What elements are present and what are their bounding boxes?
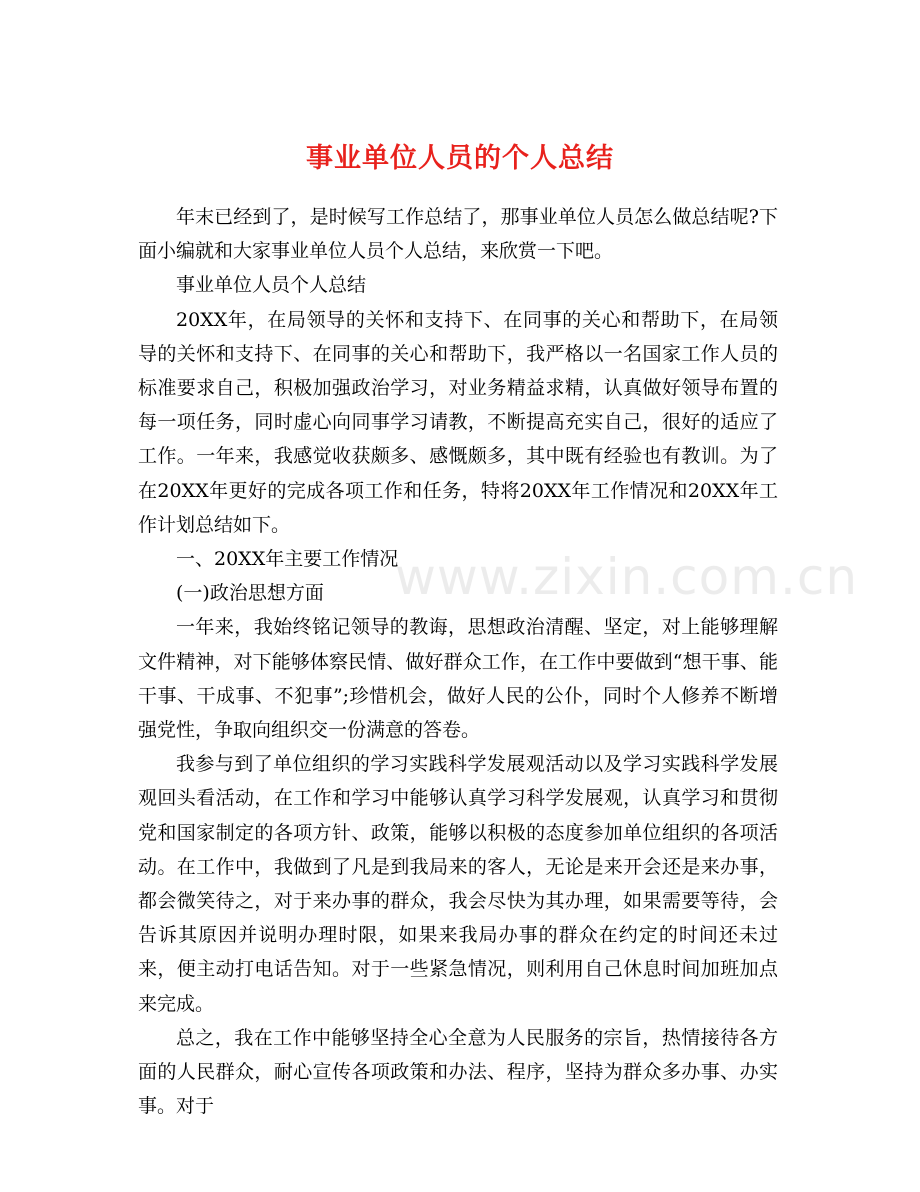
section-heading-main-work: 一、20XX年主要工作情况: [176, 548, 399, 571]
paragraph-subtitle: 事业单位人员个人总结: [176, 274, 367, 297]
paragraph-study-activities: 我参与到了单位组织的学习实践科学发展观活动以及学习实践科学发展观回头看活动，在工作和学习中能够认真学习科学发展观，认真学习和贯彻党和国家制定的各项方针、政策，能够以积极的态度参加单位组织的各项活动。在工作中，我做到了凡是到我局来的客人，无论是来开会还是来办事，都会微笑待之，对于来办事的群众，我会尽快为其办理，如果需要等待，会告诉其原因并说明办理时限，如果来我局办事的群众在约定的时间还未过来，便主动打电话告知。对于一些紧急情况，则利用自己休息时间加班加点来完成。: [138, 753, 778, 1015]
subsection-heading-political: (一)政治思想方面: [176, 582, 324, 605]
paragraph-overview: 20XX年，在局领导的关怀和支持下、在同事的关心和帮助下，在局领导的关怀和支持下、在同事的关心和帮助下，我严格以一名国家工作人员的标准要求自己，积极加强政治学习，对业务精益求精，认真做好领导布置的每一项任务，同时虚心向同事学习请教，不断提高充实自己，很好的适应了工作。一年来，我感觉收获颇多、感慨颇多，其中既有经验也有教训。为了在20XX年更好的完成各项工作和任务，特将20XX年工作情况和20XX年工作计划总结如下。: [138, 308, 778, 536]
paragraph-summary: 总之，我在工作中能够坚持全心全意为人民服务的宗旨，热情接待各方面的人民群众，耐心宣传各项政策和办法、程序，坚持为群众多办事、办实事。对于: [138, 1026, 778, 1118]
watermark: www.zixin.com.cn: [395, 548, 859, 606]
paragraph-political-thought: 一年来，我始终铭记领导的教诲，思想政治清醒、坚定，对上能够理解文件精神，对下能够体察民情、做好群众工作，在工作中要做到“想干事、能干事、干成事、不犯事”;珍惜机会，做好人民的公仆，同时个人修养不断增强党性，争取向组织交一份满意的答卷。: [138, 616, 778, 742]
paragraph-intro: 年末已经到了，是时候写工作总结了，那事业单位人员怎么做总结呢?下面小编就和大家事业单位人员个人总结，来欣赏一下吧。: [138, 206, 778, 263]
document-title: 事业单位人员的个人总结: [306, 143, 614, 175]
document-body: [138, 200, 778, 1123]
